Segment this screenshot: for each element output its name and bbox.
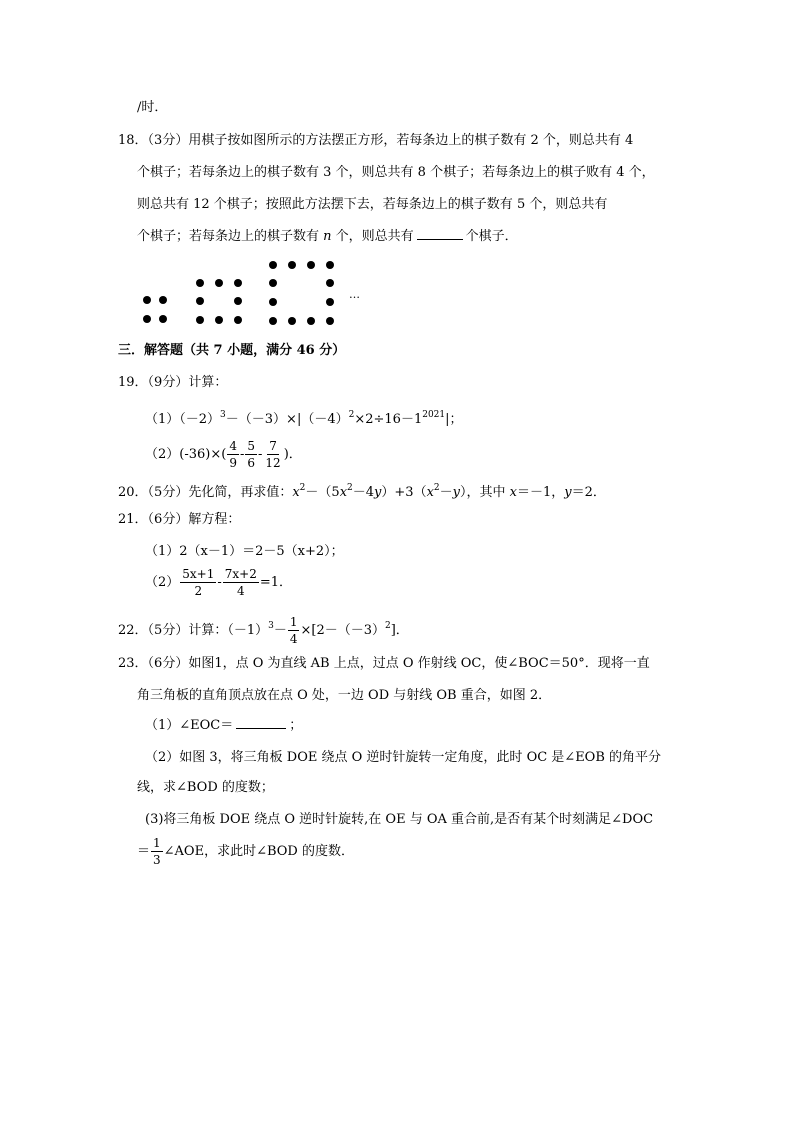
q22-text: ]． bbox=[390, 623, 409, 638]
fraction bbox=[180, 566, 216, 599]
q19-text: |； bbox=[445, 412, 463, 427]
q19-text: ×2÷16－1 bbox=[354, 412, 423, 427]
chess-piece-dot bbox=[159, 315, 167, 323]
fraction-numerator: 7 bbox=[269, 439, 277, 453]
chess-piece-dot bbox=[196, 297, 204, 305]
exponent: 2 bbox=[433, 483, 440, 493]
q20-text: 20．（5分）先化简，再求值： bbox=[118, 485, 293, 500]
variable-y: y bbox=[452, 485, 461, 500]
exponent: 2021 bbox=[422, 410, 446, 420]
fraction-denominator: 9 bbox=[229, 456, 237, 470]
chess-piece-dot bbox=[269, 261, 277, 269]
operator: - bbox=[217, 575, 222, 590]
operator: - bbox=[258, 447, 263, 462]
q18-line-2: 个棋子；若每条边上的棋子数有 3 个，则总共有 8 个棋子；若每条边上的棋子败有 4 个， bbox=[137, 165, 655, 180]
exponent: 3 bbox=[220, 410, 226, 420]
chess-piece-dot bbox=[234, 297, 242, 305]
q20-text: ＝2． bbox=[571, 485, 606, 500]
fraction-denominator: 2 bbox=[194, 584, 203, 598]
q19-part-1 bbox=[145, 405, 463, 430]
q23-text: ； bbox=[289, 718, 303, 733]
q23-part-3-line-1: (3)将三角板 DOE 绕点 O 逆时针旋转,在 OE 与 OA 重合前,是否有某个时刻满足∠DOC bbox=[145, 812, 654, 827]
chess-piece-dot bbox=[196, 279, 204, 287]
q20-line bbox=[118, 478, 606, 503]
q19-text: （1）（－2） bbox=[145, 412, 221, 427]
fraction-numerator: 7x+2 bbox=[224, 567, 257, 581]
q21-part-1: （1）2（x－1）＝2－5（x+2）； bbox=[145, 544, 344, 559]
chess-piece-dot bbox=[269, 317, 277, 325]
chess-piece-dot bbox=[288, 261, 296, 269]
exponent: 2 bbox=[385, 621, 391, 631]
chess-piece-dot bbox=[234, 316, 242, 324]
fraction bbox=[227, 438, 239, 471]
chess-piece-dot bbox=[159, 296, 167, 304]
fraction-denominator: 4 bbox=[237, 584, 245, 598]
variable-x: x bbox=[292, 485, 300, 500]
chess-piece-dot bbox=[269, 279, 277, 287]
section-heading: 三．解答题（共 7 小题，满分 46 分） bbox=[118, 343, 346, 358]
q22-text: 22．（5分）计算：（－1） bbox=[118, 623, 269, 638]
fraction-numerator: 5x+1 bbox=[182, 567, 215, 581]
q21-part-2 bbox=[145, 566, 292, 600]
q18-line-4 bbox=[137, 227, 518, 247]
q18-text: 个棋子． bbox=[465, 229, 518, 244]
chess-piece-dot bbox=[215, 316, 223, 324]
q18-line-3: 则总共有 12 个棋子；按照此方法摆下去，若每条边上的棋子数有 5 个，则总共有 bbox=[137, 197, 608, 212]
q23-line-2: 角三角板的直角顶点放在点 O 处，一边 OD 与射线 OB 重合，如图 2． bbox=[137, 688, 552, 703]
fraction-denominator: 4 bbox=[289, 632, 298, 646]
q19-part-2 bbox=[145, 438, 302, 472]
chess-piece-dot bbox=[143, 296, 151, 304]
chess-piece-dot bbox=[215, 279, 223, 287]
fraction-denominator: 6 bbox=[247, 456, 256, 470]
q20-text: － bbox=[439, 485, 453, 500]
q22-line bbox=[118, 609, 409, 648]
chess-piece-dot bbox=[326, 261, 334, 269]
q20-text: －（5 bbox=[305, 485, 340, 500]
chess-piece-dot bbox=[234, 279, 242, 287]
fraction-denominator: 3 bbox=[153, 853, 161, 867]
q20-text: ），其中 bbox=[460, 485, 510, 500]
continuation-text: /时． bbox=[137, 100, 168, 115]
q21-text: （2） bbox=[145, 575, 180, 590]
answer-blank[interactable] bbox=[417, 227, 463, 240]
chess-piece-dot bbox=[307, 261, 315, 269]
variable-x: x bbox=[426, 485, 434, 500]
q19-text: （2）(-36)×( bbox=[145, 447, 227, 462]
q23-part-2-line-2: 线，求∠BOD 的度数； bbox=[137, 780, 274, 795]
variable-x: x bbox=[509, 485, 518, 500]
chess-piece-dot bbox=[196, 316, 204, 324]
variable-x: x bbox=[339, 485, 348, 500]
q23-part-1 bbox=[145, 716, 302, 736]
q21-stem: 21．（6分）解方程： bbox=[118, 512, 241, 527]
q20-text: －4 bbox=[352, 485, 375, 500]
variable-y: y bbox=[374, 485, 382, 500]
variable-y: y bbox=[564, 485, 572, 500]
fraction bbox=[288, 614, 300, 647]
variable-n: n bbox=[323, 229, 332, 244]
q19-stem: 19．（9分）计算： bbox=[118, 375, 228, 390]
fraction bbox=[263, 438, 282, 471]
exponent: 2 bbox=[347, 483, 353, 493]
fraction bbox=[245, 438, 257, 471]
operator: - bbox=[239, 447, 245, 462]
chess-piece-dot bbox=[269, 298, 277, 306]
q23-text: （1）∠EOC＝ bbox=[145, 718, 234, 733]
fraction-numerator: 5 bbox=[247, 439, 256, 453]
q23-line-1: 23．（6分）如图1，点 O 为直线 AB 上点，过点 O 作射线 OC，使∠BOC＝50°．现将一直 bbox=[118, 656, 650, 671]
fraction-numerator: 1 bbox=[153, 836, 161, 850]
q22-text: ×[2－（－3） bbox=[300, 623, 385, 638]
figure-ellipsis: … bbox=[349, 288, 360, 301]
chess-piece-dot bbox=[326, 298, 334, 306]
exponent: 2 bbox=[299, 483, 306, 493]
fraction-numerator: 1 bbox=[289, 615, 298, 629]
q19-text: －（－3）×|（－4） bbox=[225, 412, 349, 427]
q23-text: ∠AOE，求此时∠BOD 的度数． bbox=[163, 844, 354, 859]
fraction-numerator: 4 bbox=[229, 439, 237, 453]
chess-piece-dot bbox=[326, 279, 334, 287]
q23-text: ＝ bbox=[137, 844, 151, 859]
q21-text: =1． bbox=[259, 575, 293, 590]
fraction bbox=[223, 566, 259, 599]
answer-blank[interactable] bbox=[236, 716, 286, 729]
q20-text: ＝－1， bbox=[517, 485, 565, 500]
q18-text: 个，则总共有 bbox=[331, 229, 414, 244]
q22-text: － bbox=[273, 623, 287, 638]
exponent: 2 bbox=[348, 410, 355, 420]
chess-piece-dot bbox=[326, 317, 334, 325]
fraction-denominator: 12 bbox=[265, 456, 281, 470]
q18-line-1: 18．（3分）用棋子按如图所示的方法摆正方形，若每条边上的棋子数有 2 个，则总共有 4 bbox=[118, 133, 634, 148]
chess-piece-dot bbox=[288, 317, 296, 325]
chess-piece-dot bbox=[307, 317, 315, 325]
q18-text: 个棋子；若每条边上的棋子数有 bbox=[137, 229, 324, 244]
q20-text: ）+3（ bbox=[381, 485, 427, 500]
exponent: 3 bbox=[268, 621, 274, 631]
q23-part-3-line-2 bbox=[137, 835, 354, 869]
q19-text: )． bbox=[283, 447, 302, 462]
chess-piece-dot bbox=[143, 315, 151, 323]
q23-part-2-line-1: （2）如图 3，将三角板 DOE 绕点 O 逆时针旋转一定角度，此时 OC 是∠EOB 的角平分 bbox=[145, 750, 662, 765]
fraction bbox=[151, 835, 163, 868]
